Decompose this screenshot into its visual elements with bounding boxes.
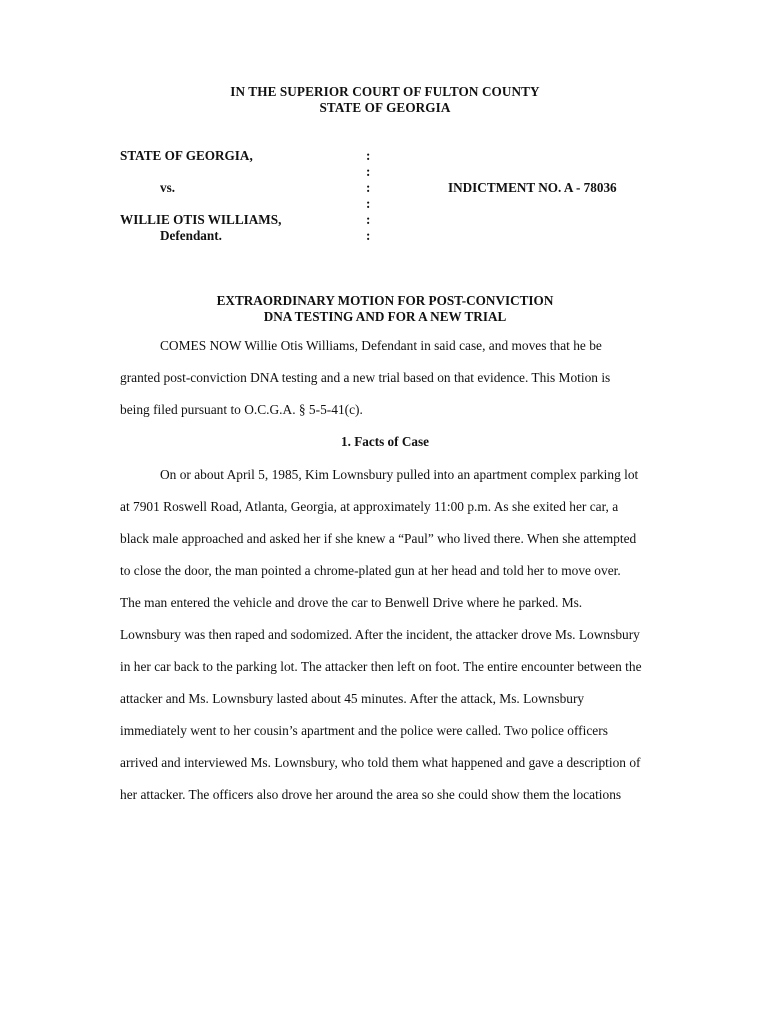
facts-line: On or about April 5, 1985, Kim Lownsbury pulled into an apartment complex parking lot [160,467,639,482]
caption-separator: : [366,180,371,195]
facts-line: Lownsbury was then raped and sodomized. After the incident, the attacker drove Ms. Lownsbury [120,627,640,642]
court-name: IN THE SUPERIOR COURT OF FULTON COUNTY [230,84,540,99]
facts-line: in her car back to the parking lot. The attacker then left on foot. The entire encounter between the [120,659,642,674]
motion-title-line-2: DNA TESTING AND FOR A NEW TRIAL [263,309,507,324]
facts-line: arrived and interviewed Ms. Lownsbury, who told them what happened and gave a description of [120,755,641,770]
caption-plaintiff: STATE OF GEORGIA, [120,148,253,163]
caption-defendant-label: Defendant. [160,228,222,243]
intro-line: COMES NOW Willie Otis Williams, Defendant in said case, and moves that he be [160,338,602,353]
caption-separator: : [366,148,371,163]
facts-line: black male approached and asked her if she knew a “Paul” who lived there. When she attempted [120,531,637,546]
caption-versus: vs. [160,180,176,195]
motion-title-line-1: EXTRAORDINARY MOTION FOR POST-CONVICTION [216,293,554,308]
facts-line: to close the door, the man pointed a chrome-plated gun at her head and told her to move over. [120,563,621,578]
caption-separator: : [366,212,371,227]
caption-separator: : [366,228,371,243]
facts-line: immediately went to her cousin’s apartment and the police were called. Two police officers [120,723,608,738]
caption-separator: : [366,164,371,179]
court-state: STATE OF GEORGIA [319,100,451,115]
intro-line: being filed pursuant to O.C.G.A. § 5-5-41(c). [120,402,363,417]
caption-separator: : [366,196,371,211]
caption-defendant-name: WILLIE OTIS WILLIAMS, [120,212,282,227]
intro-line: granted post-conviction DNA testing and a new trial based on that evidence. This Motion is [120,370,611,385]
facts-line: her attacker. The officers also drove her around the area so she could show them the locations [120,787,622,802]
facts-line: attacker and Ms. Lownsbury lasted about 45 minutes. After the attack, Ms. Lownsbury [120,691,585,706]
facts-line: at 7901 Roswell Road, Atlanta, Georgia, at approximately 11:00 p.m. As she exited her car, a [120,499,619,514]
indictment-number: INDICTMENT NO. A - 78036 [448,180,617,195]
facts-line: The man entered the vehicle and drove the car to Benwell Drive where he parked. Ms. [120,595,583,610]
section-heading: 1. Facts of Case [341,434,429,449]
